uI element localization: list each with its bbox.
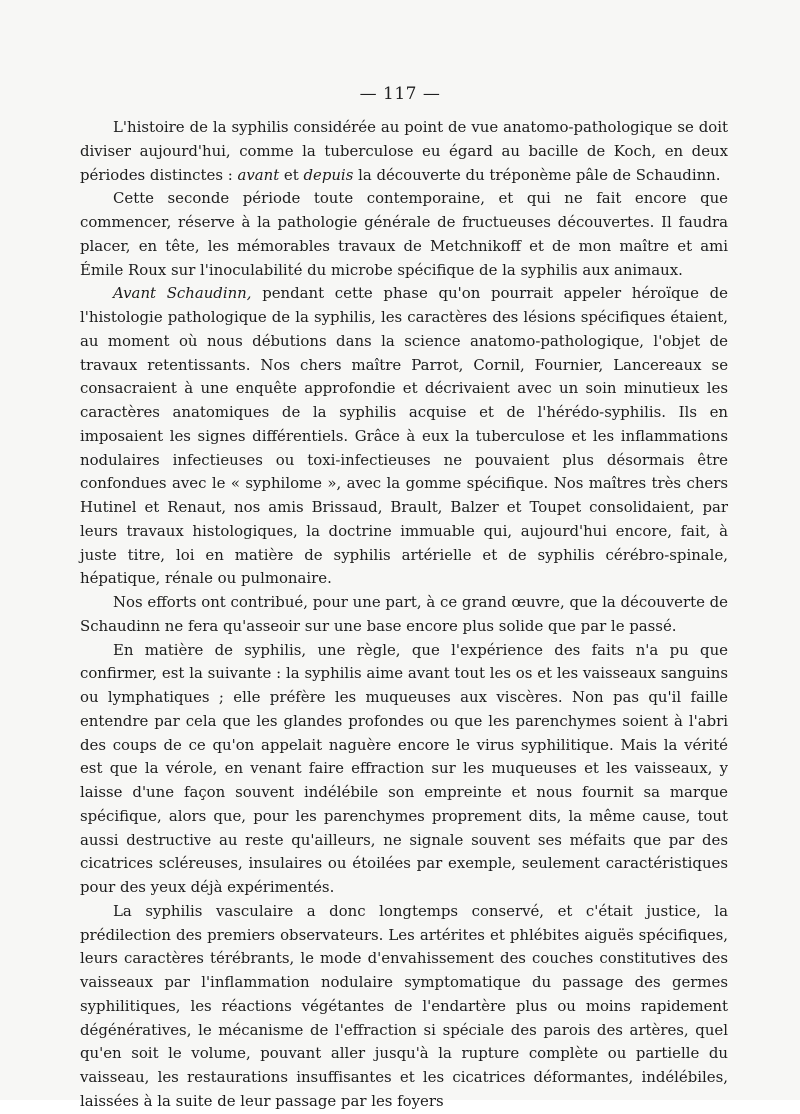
text-segment: et <box>279 165 304 184</box>
italic-text: depuis <box>303 165 354 184</box>
body-text <box>80 116 728 1114</box>
paragraph <box>80 591 728 639</box>
text-segment: Nos efforts ont contribué, pour une part, à ce grand œuvre, que la découverte de Schaudinn ne fera qu'asseoir sur une base encore plus solide que par le passé. <box>80 593 728 635</box>
italic-text: avant <box>237 165 280 184</box>
paragraph <box>80 282 728 591</box>
italic-text: Avant Schaudinn, <box>113 284 252 303</box>
paragraph <box>80 116 728 187</box>
text-segment: pendant cette phase qu'on pourrait appeler héroïque de l'histologie pathologique de la syphilis, les caractères des lésions spécifiques étaient, au moment où nous débutions dans la science anatomo-pathologique, l'objet de travaux retentissants. Nos chers maître Parrot, Cornil, Fournier, Lancereaux se consacraient à une enquête approfondie et décrivaient avec un soin minutieux les caractères anatomiques de la syphilis acquise et de l'hérédo-syphilis. Ils en imposaient les signes différentiels. Grâce à eux la tuberculose et les inflammations nodulaires infectieuses ou toxi-infectieuses ne pouvaient plus désormais être confondues avec le « syphilome », avec la gomme spécifique. Nos maîtres très chers Hutinel et Renaut, nos amis Brissaud, Brault, Balzer et Toupet consolidaient, par leurs travaux histologiques, la doctrine immuable qui, aujourd'hui encore, fait, à juste titre, loi en matière de syphilis artérielle et de syphilis cérébro-spinale, hépatique, rénale ou pulmonaire. <box>80 284 728 588</box>
text-segment: La syphilis vasculaire a donc longtemps conservé, et c'était justice, la prédilection des premiers observateurs. Les artérites et phlébites aiguës spécifiques, leurs caractères térébrants, le mode d'envahissement des couches constitutives des vaisseaux par l'inflammation nodulaire symptomatique du passage des germes syphilitiques, les réactions végétantes de l'endartère plus ou moins rapidement dégénératives, le mécanisme de l'effraction si spéciale des parois des artères, quel qu'en soit le volume, pouvant aller jusqu'à la rupture complète ou partielle du vaisseau, les restaurations insuffisantes et les cicatrices déformantes, indélébiles, laissées à la suite de leur passage par les foyers <box>80 901 728 1110</box>
page-number: — 117 — <box>359 84 441 104</box>
paragraph <box>80 187 728 282</box>
text-segment: En matière de syphilis, une règle, que l'expérience des faits n'a pu que confirmer, est la suivante : la syphilis aime avant tout les os et les vaisseaux sanguins ou lymphatiques ; elle préfère les muqueuses aux viscères. Non pas qu'il faille entendre par cela que les glandes profondes ou que les parenchymes soient à l'abri des coups de ce qu'on appelait naguère encore le virus syphilitique. Mais la vérité est que la vérole, en venant faire effraction sur les muqueuses et les vaisseaux, y laisse d'une façon souvent indélébile son empreinte et nous fournit sa marque spécifique, alors que, pour les parenchymes proprement dits, la même cause, tout aussi destructive au reste qu'ailleurs, ne signale souvent ses méfaits que par des cicatrices scléreuses, insulaires ou étoilées par exemple, seulement caractéristiques pour des yeux déjà expérimentés. <box>80 640 728 896</box>
paragraph <box>80 639 728 900</box>
text-segment: la découverte du tréponème pâle de Schaudinn. <box>353 165 721 184</box>
paragraph <box>80 900 728 1114</box>
text-segment: Cette seconde période toute contemporaine, et qui ne fait encore que commencer, réserve à la pathologie générale de fructueuses découvertes. Il faudra placer, en tête, les mémorables travaux de Metchnikoff et de mon maître et ami Émile Roux sur l'inoculabilité du microbe spécifique de la syphilis aux animaux. <box>80 189 728 279</box>
text-segment: L'histoire de la syphilis considérée au point de vue anatomo-pathologique se doit diviser aujourd'hui, comme la tuberculose eu égard au bacille de Koch, en deux périodes distinctes : <box>80 118 728 184</box>
